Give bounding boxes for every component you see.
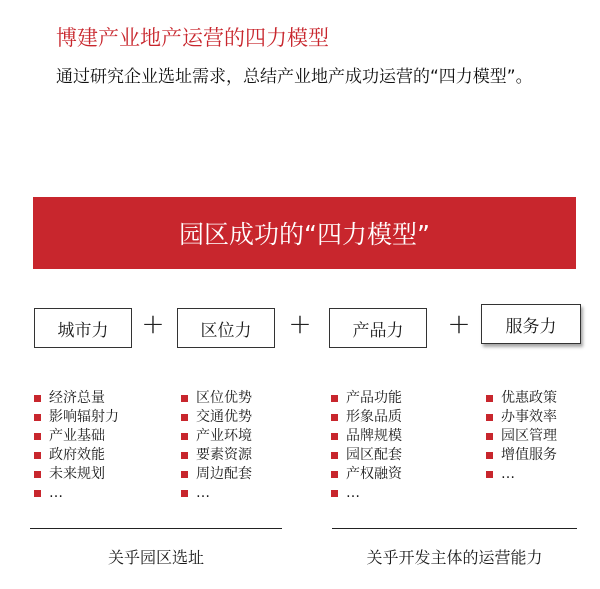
list-item: 区位优势	[181, 389, 252, 408]
list-item: …	[34, 484, 119, 503]
product-force-list	[331, 389, 402, 503]
location-force-box: 区位力	[177, 308, 275, 348]
list-item: 产业基础	[34, 427, 119, 446]
list-item: 产业环境	[181, 427, 252, 446]
list-item: 园区配套	[331, 446, 402, 465]
bullet-square-icon	[331, 452, 338, 459]
bullet-square-icon	[34, 490, 41, 497]
product-force-box: 产品力	[329, 308, 427, 348]
list-item: 政府效能	[34, 446, 119, 465]
plus-sign: +	[447, 307, 471, 340]
service-force-list	[486, 389, 557, 484]
bullet-square-icon	[34, 471, 41, 478]
bullet-square-icon	[34, 395, 41, 402]
list-item: 增值服务	[486, 446, 557, 465]
bullet-square-icon	[181, 471, 188, 478]
page-subtitle: 通过研究企业选址需求，总结产业地产成功运营的“四力模型”。	[56, 67, 533, 87]
bullet-square-icon	[331, 395, 338, 402]
list-item: 影响辐射力	[34, 408, 119, 427]
bullet-square-icon	[181, 414, 188, 421]
bullet-square-icon	[486, 433, 493, 440]
bullet-square-icon	[331, 414, 338, 421]
bullet-square-icon	[486, 395, 493, 402]
left-group-caption: 关乎园区选址	[107, 548, 204, 567]
right-group-caption: 关乎开发主体的运营能力	[366, 548, 543, 567]
bullet-square-icon	[34, 452, 41, 459]
bullet-square-icon	[331, 490, 338, 497]
list-item: 产权融资	[331, 465, 402, 484]
list-item: 品牌规模	[331, 427, 402, 446]
bullet-square-icon	[181, 490, 188, 497]
list-item: …	[486, 465, 557, 484]
list-item: 周边配套	[181, 465, 252, 484]
list-item: 园区管理	[486, 427, 557, 446]
bullet-square-icon	[181, 452, 188, 459]
bullet-square-icon	[181, 433, 188, 440]
list-item: 未来规划	[34, 465, 119, 484]
page-title: 博建产业地产运营的四力模型	[56, 26, 329, 50]
plus-sign: +	[141, 307, 165, 340]
location-force-list	[181, 389, 252, 503]
list-item: 办事效率	[486, 408, 557, 427]
bullet-square-icon	[486, 471, 493, 478]
bullet-square-icon	[181, 395, 188, 402]
model-banner: 园区成功的“四力模型”	[33, 197, 576, 269]
bullet-square-icon	[331, 433, 338, 440]
list-item: …	[181, 484, 252, 503]
bullet-square-icon	[486, 452, 493, 459]
bullet-square-icon	[34, 414, 41, 421]
list-item: 交通优势	[181, 408, 252, 427]
list-item: 要素资源	[181, 446, 252, 465]
city-force-list	[34, 389, 119, 503]
bullet-square-icon	[34, 433, 41, 440]
list-item: 经济总量	[34, 389, 119, 408]
list-item: 形象品质	[331, 408, 402, 427]
bullet-square-icon	[486, 414, 493, 421]
city-force-box: 城市力	[34, 308, 132, 348]
plus-sign: +	[288, 307, 312, 340]
bullet-square-icon	[331, 471, 338, 478]
list-item: 优惠政策	[486, 389, 557, 408]
service-force-box: 服务力	[481, 304, 581, 344]
left-group-divider	[30, 528, 282, 529]
list-item: …	[331, 484, 402, 503]
list-item: 产品功能	[331, 389, 402, 408]
right-group-divider	[332, 528, 577, 529]
